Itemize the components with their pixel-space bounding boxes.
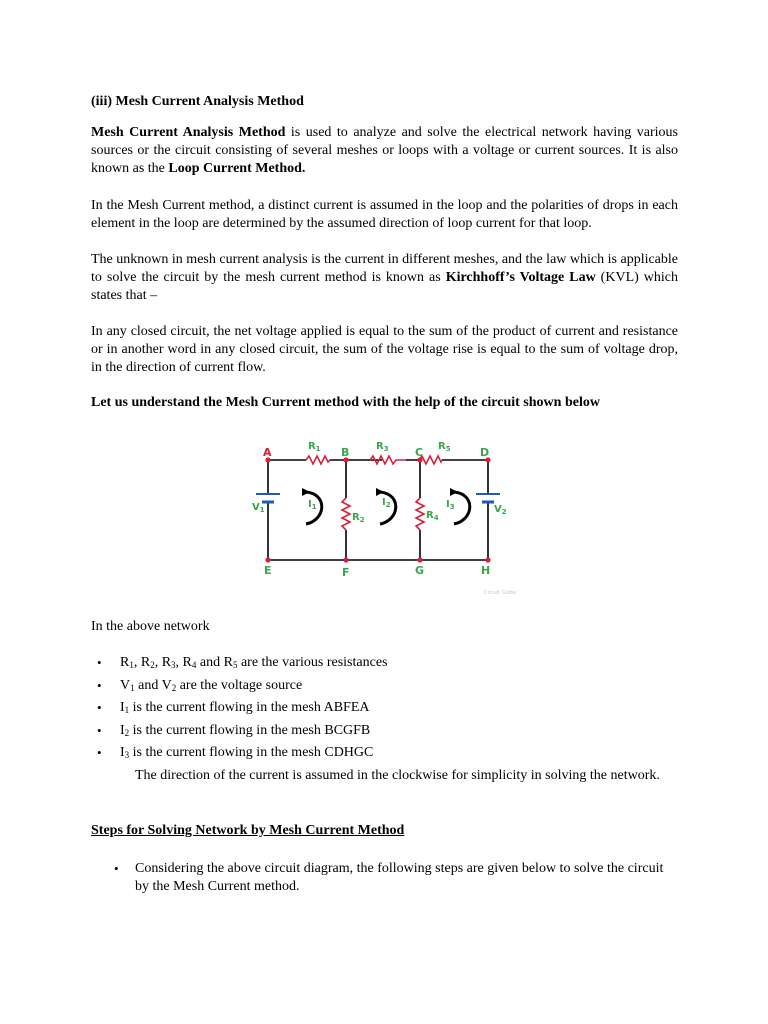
label-h: H	[481, 564, 491, 577]
label-r5: $R_5$	[438, 441, 451, 453]
step-text: Considering the above circuit diagram, the following steps are given below to solve the circuit by the Mesh Current method.	[135, 861, 664, 894]
component-list	[91, 654, 388, 767]
node-f	[343, 557, 348, 562]
resistor-r3	[370, 456, 406, 464]
list-item: • $V_1$ and $V_2$ are the voltage source	[91, 677, 388, 700]
term-loop-current-method: Loop Current Method.	[168, 161, 306, 176]
node-labels	[263, 446, 490, 579]
bullet-icon: •	[114, 861, 119, 876]
paragraph-kvl-tail: (KVL) which states that –	[91, 270, 678, 303]
node-e	[265, 557, 270, 562]
label-c: C	[415, 446, 424, 459]
label-r2: $R_2$	[352, 512, 365, 524]
term-kvl: Kirchhoff’s Voltage Law	[445, 270, 596, 285]
label-r4: $R_4$	[426, 510, 439, 522]
node-h	[485, 557, 490, 562]
resistor-r1	[306, 456, 330, 464]
paragraph-kvl-intro	[91, 251, 678, 305]
resistor-r4	[416, 498, 424, 530]
label-v2: $V_2$	[494, 504, 507, 516]
circuit-lead-in: Let us understand the Mesh Current method with the help of the circuit shown below	[91, 395, 600, 410]
label-a: A	[263, 446, 272, 459]
list-item: • $I_1$ is the current flowing in the mesh ABFEA	[91, 699, 388, 722]
watermark: Circuit Globe	[484, 590, 517, 596]
label-d: D	[480, 446, 490, 459]
section-heading: (iii) Mesh Current Analysis Method	[91, 94, 304, 109]
list-item: • $I_3$ is the current flowing in the mesh CDHGC	[91, 744, 388, 767]
mesh-arrow-i3	[454, 492, 470, 524]
label-v1: $V_1$	[252, 502, 265, 514]
label-r1: $R_1$	[308, 441, 321, 453]
label-f: F	[342, 566, 350, 579]
paragraph-assumption: In the Mesh Current method, a distinct current is assumed in the loop and the polarities of drops in each element in the loop are determined by the assumed direction of loop current for that loop.	[91, 198, 678, 231]
node-g	[417, 557, 422, 562]
label-r3: $R_3$	[376, 441, 389, 453]
paragraph-definition-text: is used to analyze and solve the electrical network having various sources or the circuit consisting of several meshes or loops with a voltage or current sources. It is also known as the	[91, 125, 678, 176]
term-mesh-current-analysis: Mesh Current Analysis Method	[91, 125, 286, 140]
circuit-wires	[268, 460, 488, 560]
steps-heading: Steps for Solving Network by Mesh Current Method	[91, 823, 405, 838]
label-i2: $I_2$	[382, 497, 391, 509]
paragraph-kvl-text: The unknown in mesh current analysis is the current in different meshes, and the law which is applicable to solve the circuit by the mesh current method is known as	[91, 252, 678, 285]
paragraph-kvl-statement: In any closed circuit, the net voltage applied is equal to the sum of the product of current and resistance or in another word in any closed circuit, the sum of the voltage rise is equal to the sum of voltage drop, in the direction of current flow.	[91, 324, 678, 375]
mesh-circuit-diagram	[244, 432, 522, 600]
list-item: • $I_2$ is the current flowing in the mesh BCGFB	[91, 722, 388, 745]
label-i1: $I_1$	[308, 499, 317, 511]
list-item: • $R_1$, $R_2$, $R_3$, $R_4$ and $R_5$ are the various resistances	[91, 654, 388, 677]
network-intro: In the above network	[91, 619, 210, 634]
label-i3: $I_3$	[446, 499, 455, 511]
label-b: B	[341, 446, 350, 459]
label-e: E	[264, 564, 272, 577]
label-g: G	[415, 564, 425, 577]
paragraph-definition	[91, 124, 678, 178]
direction-note: The direction of the current is assumed in the clockwise for simplicity in solving the network.	[135, 768, 660, 783]
circuit-nodes	[265, 457, 490, 562]
resistors	[306, 456, 442, 530]
resistor-r2	[342, 498, 350, 530]
